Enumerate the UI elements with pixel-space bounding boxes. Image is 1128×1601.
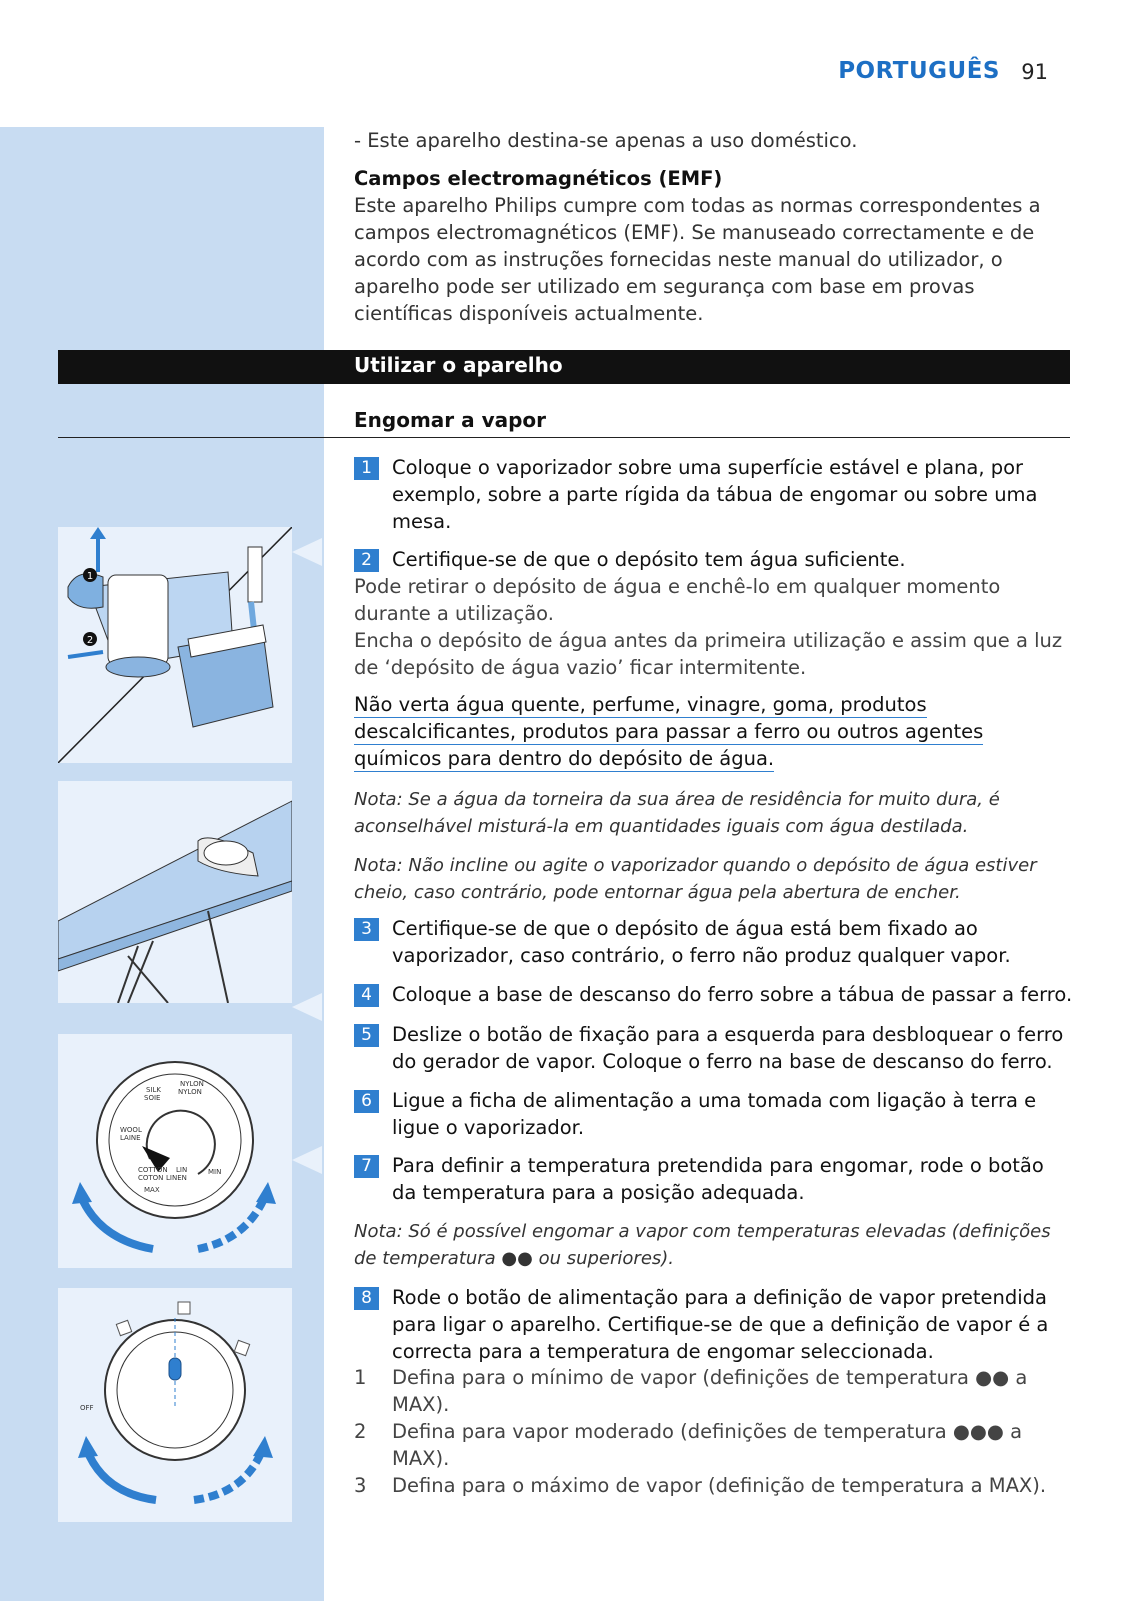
step-number: 5 [354, 1024, 379, 1047]
step-text: Coloque o vaporizador sobre uma superfície estável e plana, por exemplo, sobre a parte rígida da tábua de engomar ou sobre uma mesa. [392, 456, 1038, 533]
steam-option-1 [354, 1364, 1074, 1418]
step-text: Ligue a ficha de alimentação a uma tomada com ligação à terra e ligue o vaporizador. [392, 1089, 1037, 1139]
step-number: 6 [354, 1090, 379, 1113]
option-text: Defina para o mínimo de vapor (definições de temperatura ●● a MAX). [392, 1366, 1028, 1416]
dial-label-coton: COTON [138, 1174, 164, 1182]
intro-item: - Este aparelho destina-se apenas a uso doméstico. [354, 129, 858, 152]
emf-body: Este aparelho Philips cumpre com todas as normas correspondentes a campos electromagnéticos (EMF). Se manuseado correctamente e de acordo com as instruções fornecidas neste manual do utilizador, o aparelho pode ser utilizado em segurança com base em provas científicas disponíveis actualmente. [354, 194, 1041, 325]
warning-text [354, 691, 1074, 772]
step-number: 4 [354, 984, 379, 1007]
step-2 [354, 546, 1074, 573]
option-text: Defina para vapor moderado (definições de temperatura ●●● a MAX). [392, 1420, 1023, 1470]
dial-label-cotton: COTTON [138, 1166, 168, 1174]
fill-tank-drawing [58, 527, 292, 763]
note-3: Nota: Só é possível engomar a vapor com temperaturas elevadas (definições de temperatura ●● ou superiores). [354, 1221, 1051, 1269]
steam-dial-drawing [58, 1288, 292, 1522]
step-7 [354, 1152, 1074, 1206]
step-number: 2 [354, 549, 379, 572]
step-text: Certifique-se de que o depósito de água está bem fixado ao vaporizador, caso contrário, o ferro não produz qualquer vapor. [392, 917, 1011, 967]
step-number: 3 [354, 918, 379, 941]
temperature-dial-drawing [58, 1034, 292, 1268]
marker-1: 1 [86, 571, 94, 582]
page-number: 91 [1021, 60, 1048, 84]
dial-label-nylon-fr: NYLON [178, 1088, 202, 1096]
step-4 [354, 981, 1074, 1008]
step2-extra-1: Pode retirar o depósito de água e enchê-lo em qualquer momento durante a utilização. [354, 575, 1001, 625]
dial-label-linen: LINEN [166, 1174, 187, 1182]
emf-block [354, 165, 1074, 327]
illustration-iron-rest [58, 781, 292, 1003]
step-text: Para definir a temperatura pretendida para engomar, rode o botão da temperatura para a posição adequada. [392, 1154, 1044, 1204]
illustration-pointer [292, 1146, 322, 1174]
warning-underlined: Não verta água quente, perfume, vinagre, goma, produtos descalcificantes, produtos para passar a ferro ou outros agentes químicos para dentro do depósito de água. [354, 693, 984, 770]
step-5 [354, 1021, 1074, 1075]
dial-label-max: MAX [144, 1186, 160, 1194]
option-number: 2 [354, 1420, 367, 1443]
steam-dial-off-label: OFF [80, 1404, 94, 1412]
marker-2: 2 [86, 635, 94, 646]
steam-option-3 [354, 1472, 1074, 1499]
option-text: Defina para o máximo de vapor (definição de temperatura a MAX). [392, 1474, 1047, 1497]
step-text: Coloque a base de descanso do ferro sobre a tábua de passar a ferro. [392, 983, 1073, 1006]
step-number: 1 [354, 457, 379, 480]
dial-label-lin: LIN [176, 1166, 188, 1174]
dial-label-silk: SILK [146, 1086, 161, 1094]
option-number: 1 [354, 1366, 367, 1389]
step-6 [354, 1087, 1074, 1141]
step-number: 8 [354, 1287, 379, 1310]
step-text: Rode o botão de alimentação para a definição de vapor pretendida para ligar o aparelho. Certifique-se de que a definição de vapor é a correcta para a temperatura de engomar seleccionada. [392, 1286, 1049, 1363]
step-number: 7 [354, 1155, 379, 1178]
illustration-fill-tank [58, 527, 292, 763]
step2-extra-2: Encha o depósito de água antes da primeira utilização e assim que a luz de ‘depósito de água vazio’ ficar intermitente. [354, 629, 1063, 679]
note-2: Nota: Não incline ou agite o vaporizador quando o depósito de água estiver cheio, caso contrário, pode entornar água pela abertura de encher. [354, 855, 1037, 903]
subsection-title: Engomar a vapor [354, 408, 547, 432]
iron-rest-drawing [58, 781, 292, 1003]
note-1: Nota: Se a água da torneira da sua área de residência for muito dura, é aconselhável misturá-la em quantidades iguais com água destilada. [354, 789, 1000, 837]
dial-label-soie: SOIE [144, 1094, 161, 1102]
illustration-steam-dial [58, 1288, 292, 1522]
step-3 [354, 915, 1074, 969]
step-text: Certifique-se de que o depósito tem água suficiente. [392, 548, 906, 571]
section-bar [58, 350, 1070, 384]
dial-label-wool: WOOL [120, 1126, 142, 1134]
illustration-pointer [292, 538, 322, 566]
dial-label-nylon: NYLON [180, 1080, 204, 1088]
language-header: PORTUGUÊS [838, 58, 1000, 84]
dial-label-laine: LAINE [120, 1134, 141, 1142]
section-title: Utilizar o aparelho [354, 353, 563, 377]
emf-title: Campos electromagnéticos (EMF) [354, 167, 723, 190]
subsection-divider [58, 437, 1070, 438]
step-8 [354, 1284, 1074, 1365]
option-number: 3 [354, 1474, 367, 1497]
illustration-pointer [292, 993, 322, 1021]
steam-option-2 [354, 1418, 1074, 1472]
illustration-temperature-dial [58, 1034, 292, 1268]
step-text: Deslize o botão de fixação para a esquerda para desbloquear o ferro do gerador de vapor. Coloque o ferro na base de descanso do ferro. [392, 1023, 1064, 1073]
dial-label-min: MIN [208, 1168, 222, 1176]
step-1 [354, 454, 1074, 535]
